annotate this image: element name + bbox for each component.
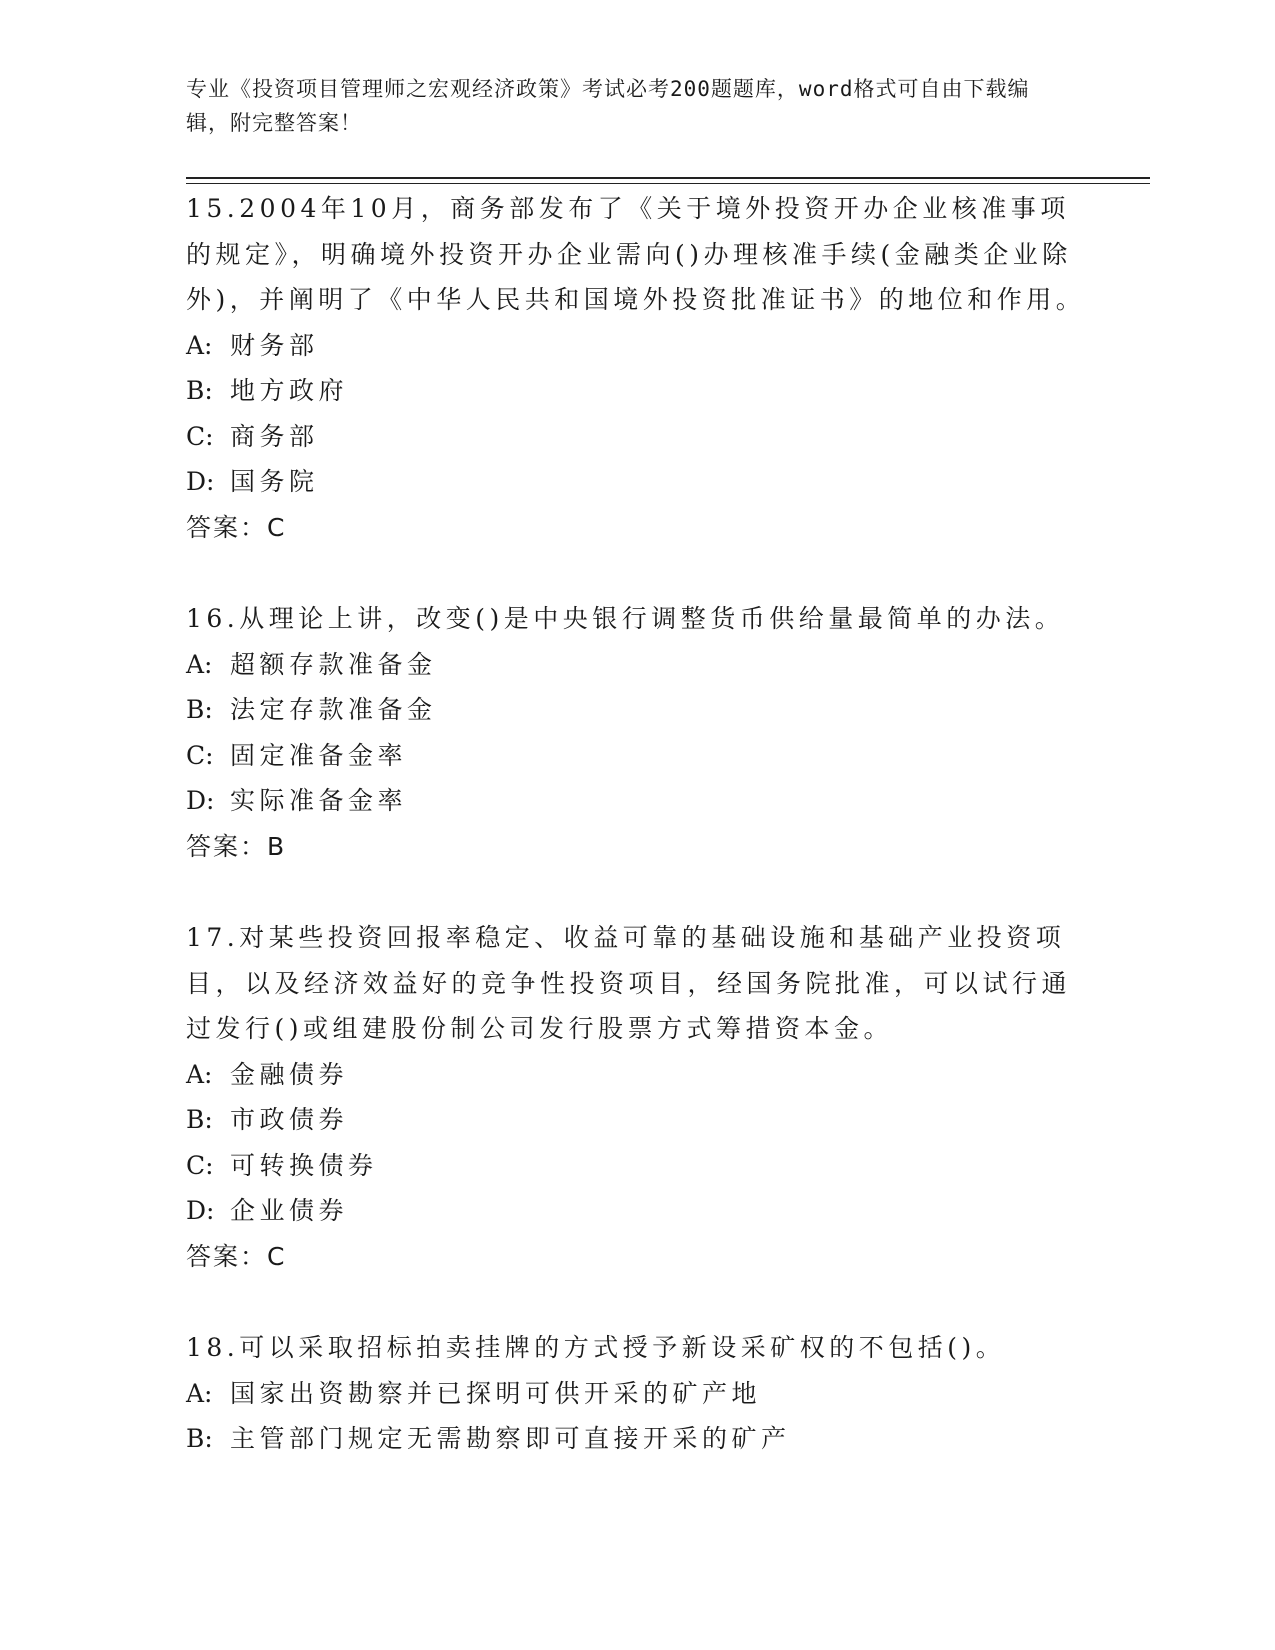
option-a — [186, 1371, 1086, 1417]
option-text: 企业债券 — [230, 1196, 349, 1225]
option-text: 可转换债券 — [230, 1150, 378, 1180]
question-text: 17.对某些投资回报率稳定、收益可靠的基础设施和基础产业投资项目，以及经济效益好的竞争性投资项目，经国务院批准，可以试行通过发行()或组建股份制公司发行股票方式筹措资本金。 — [186, 923, 1072, 1043]
option-a — [186, 1052, 1086, 1098]
option-letter: C: — [186, 1150, 214, 1180]
option-d — [186, 459, 1086, 505]
question-text: 15.2004年10月，商务部发布了《关于境外投资开办企业核准事项的规定》，明确境外投资开办企业需向()办理核准手续(金融类企业除外)，并阐明了《中华人民共和国境外投资批准证书》的地位和作用。 — [186, 194, 1086, 314]
answer-line: 答案：C — [186, 1241, 287, 1271]
option-letter: A: — [186, 649, 213, 679]
option-text: 财务部 — [230, 330, 319, 360]
option-letter: C: — [186, 421, 214, 451]
question-text: 18.可以采取招标拍卖挂牌的方式授予新设采矿权的不包括()。 — [186, 1333, 1006, 1362]
option-text: 主管部门规定无需勘察即可直接开采的矿产 — [230, 1424, 791, 1453]
option-text: 国家出资勘察并已探明可供开采的矿产地 — [230, 1378, 762, 1408]
option-text: 国务院 — [230, 467, 319, 496]
question-list — [186, 186, 1086, 1508]
question-18 — [186, 1325, 1086, 1462]
option-c — [186, 733, 1086, 779]
option-d — [186, 1188, 1086, 1234]
option-text: 法定存款准备金 — [230, 695, 437, 724]
option-letter: B: — [186, 695, 213, 724]
header-intro-text: 专业《投资项目管理师之宏观经济政策》考试必考200题题库，word格式可自由下载编辑，附完整答案！ — [186, 77, 1030, 135]
option-letter: C: — [186, 740, 214, 770]
option-b — [186, 687, 1086, 733]
option-b — [186, 1416, 1086, 1462]
option-letter: A: — [186, 1059, 213, 1089]
option-d — [186, 778, 1086, 824]
option-a — [186, 642, 1086, 688]
option-letter: D: — [186, 1196, 215, 1225]
question-17 — [186, 915, 1086, 1279]
option-a — [186, 323, 1086, 369]
option-letter: B: — [186, 1105, 213, 1134]
option-letter: B: — [186, 376, 213, 405]
option-text: 地方政府 — [230, 376, 349, 405]
question-text: 16.从理论上讲，改变()是中央银行调整货币供给量最简单的办法。 — [186, 604, 1065, 633]
option-letter: A: — [186, 1378, 213, 1408]
option-text: 金融债券 — [230, 1059, 349, 1089]
answer-line: 答案：C — [186, 512, 287, 542]
option-letter: D: — [186, 467, 215, 496]
option-letter: D: — [186, 786, 215, 815]
question-16 — [186, 596, 1086, 869]
option-b — [186, 1097, 1086, 1143]
option-text: 商务部 — [230, 421, 319, 451]
option-text: 固定准备金率 — [230, 740, 408, 770]
option-letter: B: — [186, 1424, 213, 1453]
question-15 — [186, 186, 1086, 550]
option-text: 实际准备金率 — [230, 786, 408, 815]
option-b — [186, 368, 1086, 414]
option-c — [186, 1143, 1086, 1189]
option-text: 超额存款准备金 — [230, 649, 437, 679]
document-header — [186, 72, 1066, 140]
option-text: 市政债券 — [230, 1105, 349, 1134]
header-divider — [186, 177, 1150, 184]
answer-line: 答案：B — [186, 831, 287, 861]
option-letter: A: — [186, 330, 213, 360]
option-c — [186, 414, 1086, 460]
